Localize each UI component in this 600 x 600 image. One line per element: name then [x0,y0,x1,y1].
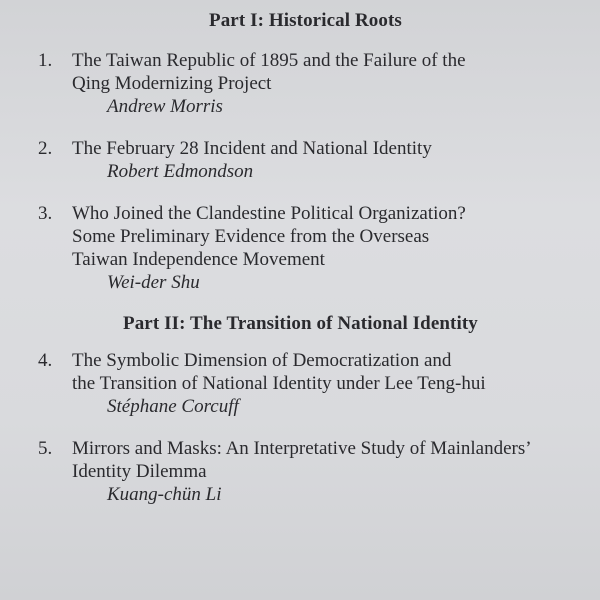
part-1-heading: Part I: Historical Roots [209,10,402,31]
chapter-2-text [72,137,432,183]
chapter-4-title-line-1: The Symbolic Dimension of Democratization and [72,350,452,371]
chapter-3-title-line-1: Who Joined the Clandestine Political Organization? [72,203,466,224]
chapter-3-text [72,202,466,294]
chapter-3-author: Wei-der Shu [107,272,200,293]
chapter-5-text [72,437,532,506]
part-2-heading: Part II: The Transition of National Identity [123,313,478,334]
chapter-5-author: Kuang-chün Li [107,484,222,505]
chapter-5-title-line-2: Identity Dilemma [72,461,207,482]
chapter-1-author: Andrew Morris [107,96,223,117]
chapter-1-text [72,49,466,118]
chapter-2-title-line-1: The February 28 Incident and National Identity [72,138,432,159]
chapter-4-number: 4. [38,350,53,371]
chapter-3-title-line-3: Taiwan Independence Movement [72,249,325,270]
chapter-4-text [72,349,486,418]
chapter-1-title-line-2: Qing Modernizing Project [72,73,272,94]
chapter-5-title-line-1: Mirrors and Masks: An Interpretative Study of Mainlanders’ [72,438,532,459]
chapter-1-number: 1. [38,50,53,71]
chapter-4-title-line-2: the Transition of National Identity under Lee Teng-hui [72,373,486,394]
chapter-2-author: Robert Edmondson [107,161,254,182]
chapter-4-author: Stéphane Corcuff [107,396,239,417]
chapter-1-title-line-1: The Taiwan Republic of 1895 and the Failure of the [72,50,466,71]
chapter-3-number: 3. [38,203,53,224]
chapter-2-number: 2. [38,138,53,159]
chapter-5-number: 5. [38,438,53,459]
chapter-3-title-line-2: Some Preliminary Evidence from the Overseas [72,226,430,247]
